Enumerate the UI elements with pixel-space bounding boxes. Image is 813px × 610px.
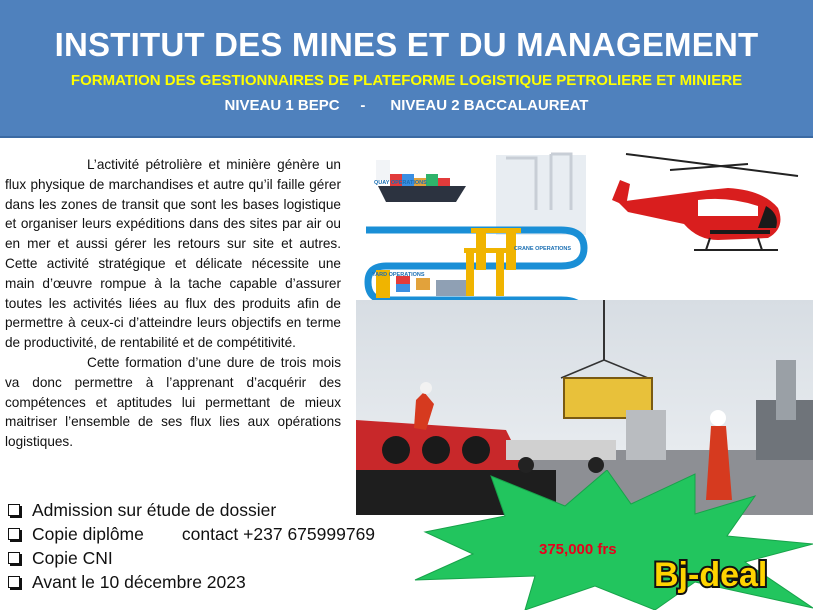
checkbox-icon xyxy=(8,576,20,588)
description-paragraph-1: L’activité pétrolière et minière génère un flux physique de marchandises et autre qu’il faille gérer dans les zones de transit que sont les bases logistique et organiser leurs expéditions dans des sites par air ou en mer et aussi gérer les retours sur site et autres. Cette activité stratégique et délicate nécessite une main d’œuvre rompue à la tache capable d’assurer toutes les activités liées au flux des produits afin de permettre à ceux-ci d’atteindre leurs objectifs en terme de productivité, de rentabilité et de compétitivité. xyxy=(5,157,341,351)
checklist-item xyxy=(8,570,408,594)
checklist-item xyxy=(8,522,408,546)
contact-phone: contact +237 675999769 xyxy=(181,523,376,544)
admission-checklist xyxy=(8,498,408,594)
description-paragraph-2: Cette formation d’une dure de trois mois va donc permettre à l’apprenant d’acquérir des compétences et aptitudes lui permettant de mieux maitriser l’ensemble de ses flux lies aux opérations logistiques. xyxy=(5,354,341,450)
quay-label: QUAY OPERATIONS xyxy=(374,180,427,186)
training-subtitle: FORMATION DES GESTIONNAIRES DE PLATEFORME LOGISTIQUE PETROLIERE ET MINIERE xyxy=(70,72,743,89)
institute-title: INSTITUT DES MINES ET DU MANAGEMENT xyxy=(54,26,759,63)
bj-deal-logo xyxy=(648,548,808,596)
header-banner xyxy=(0,0,813,138)
checklist-item xyxy=(8,498,408,522)
checkbox-icon xyxy=(8,504,20,516)
crane-label: CRANE OPERATIONS xyxy=(514,246,572,252)
price-label: 375,000 frs xyxy=(539,541,617,558)
checklist-item-label: Admission sur étude de dossier xyxy=(32,499,277,520)
checkbox-icon xyxy=(8,552,20,564)
checkbox-icon xyxy=(8,528,20,540)
svg-text:Bj-deal: Bj-deal xyxy=(654,556,768,594)
checklist-item-label: Copie CNI xyxy=(32,547,113,568)
levels-line: NIVEAU 1 BEPC - NIVEAU 2 BACCALAUREAT xyxy=(224,97,589,114)
checklist-item xyxy=(8,546,408,570)
helicopter-photo xyxy=(598,150,813,300)
checklist-item-label: Copie diplôme xyxy=(32,523,144,544)
description xyxy=(5,155,341,452)
checklist-item-label: Avant le 10 décembre 2023 xyxy=(32,571,246,592)
yard-label: YARD OPERATIONS xyxy=(372,272,425,278)
